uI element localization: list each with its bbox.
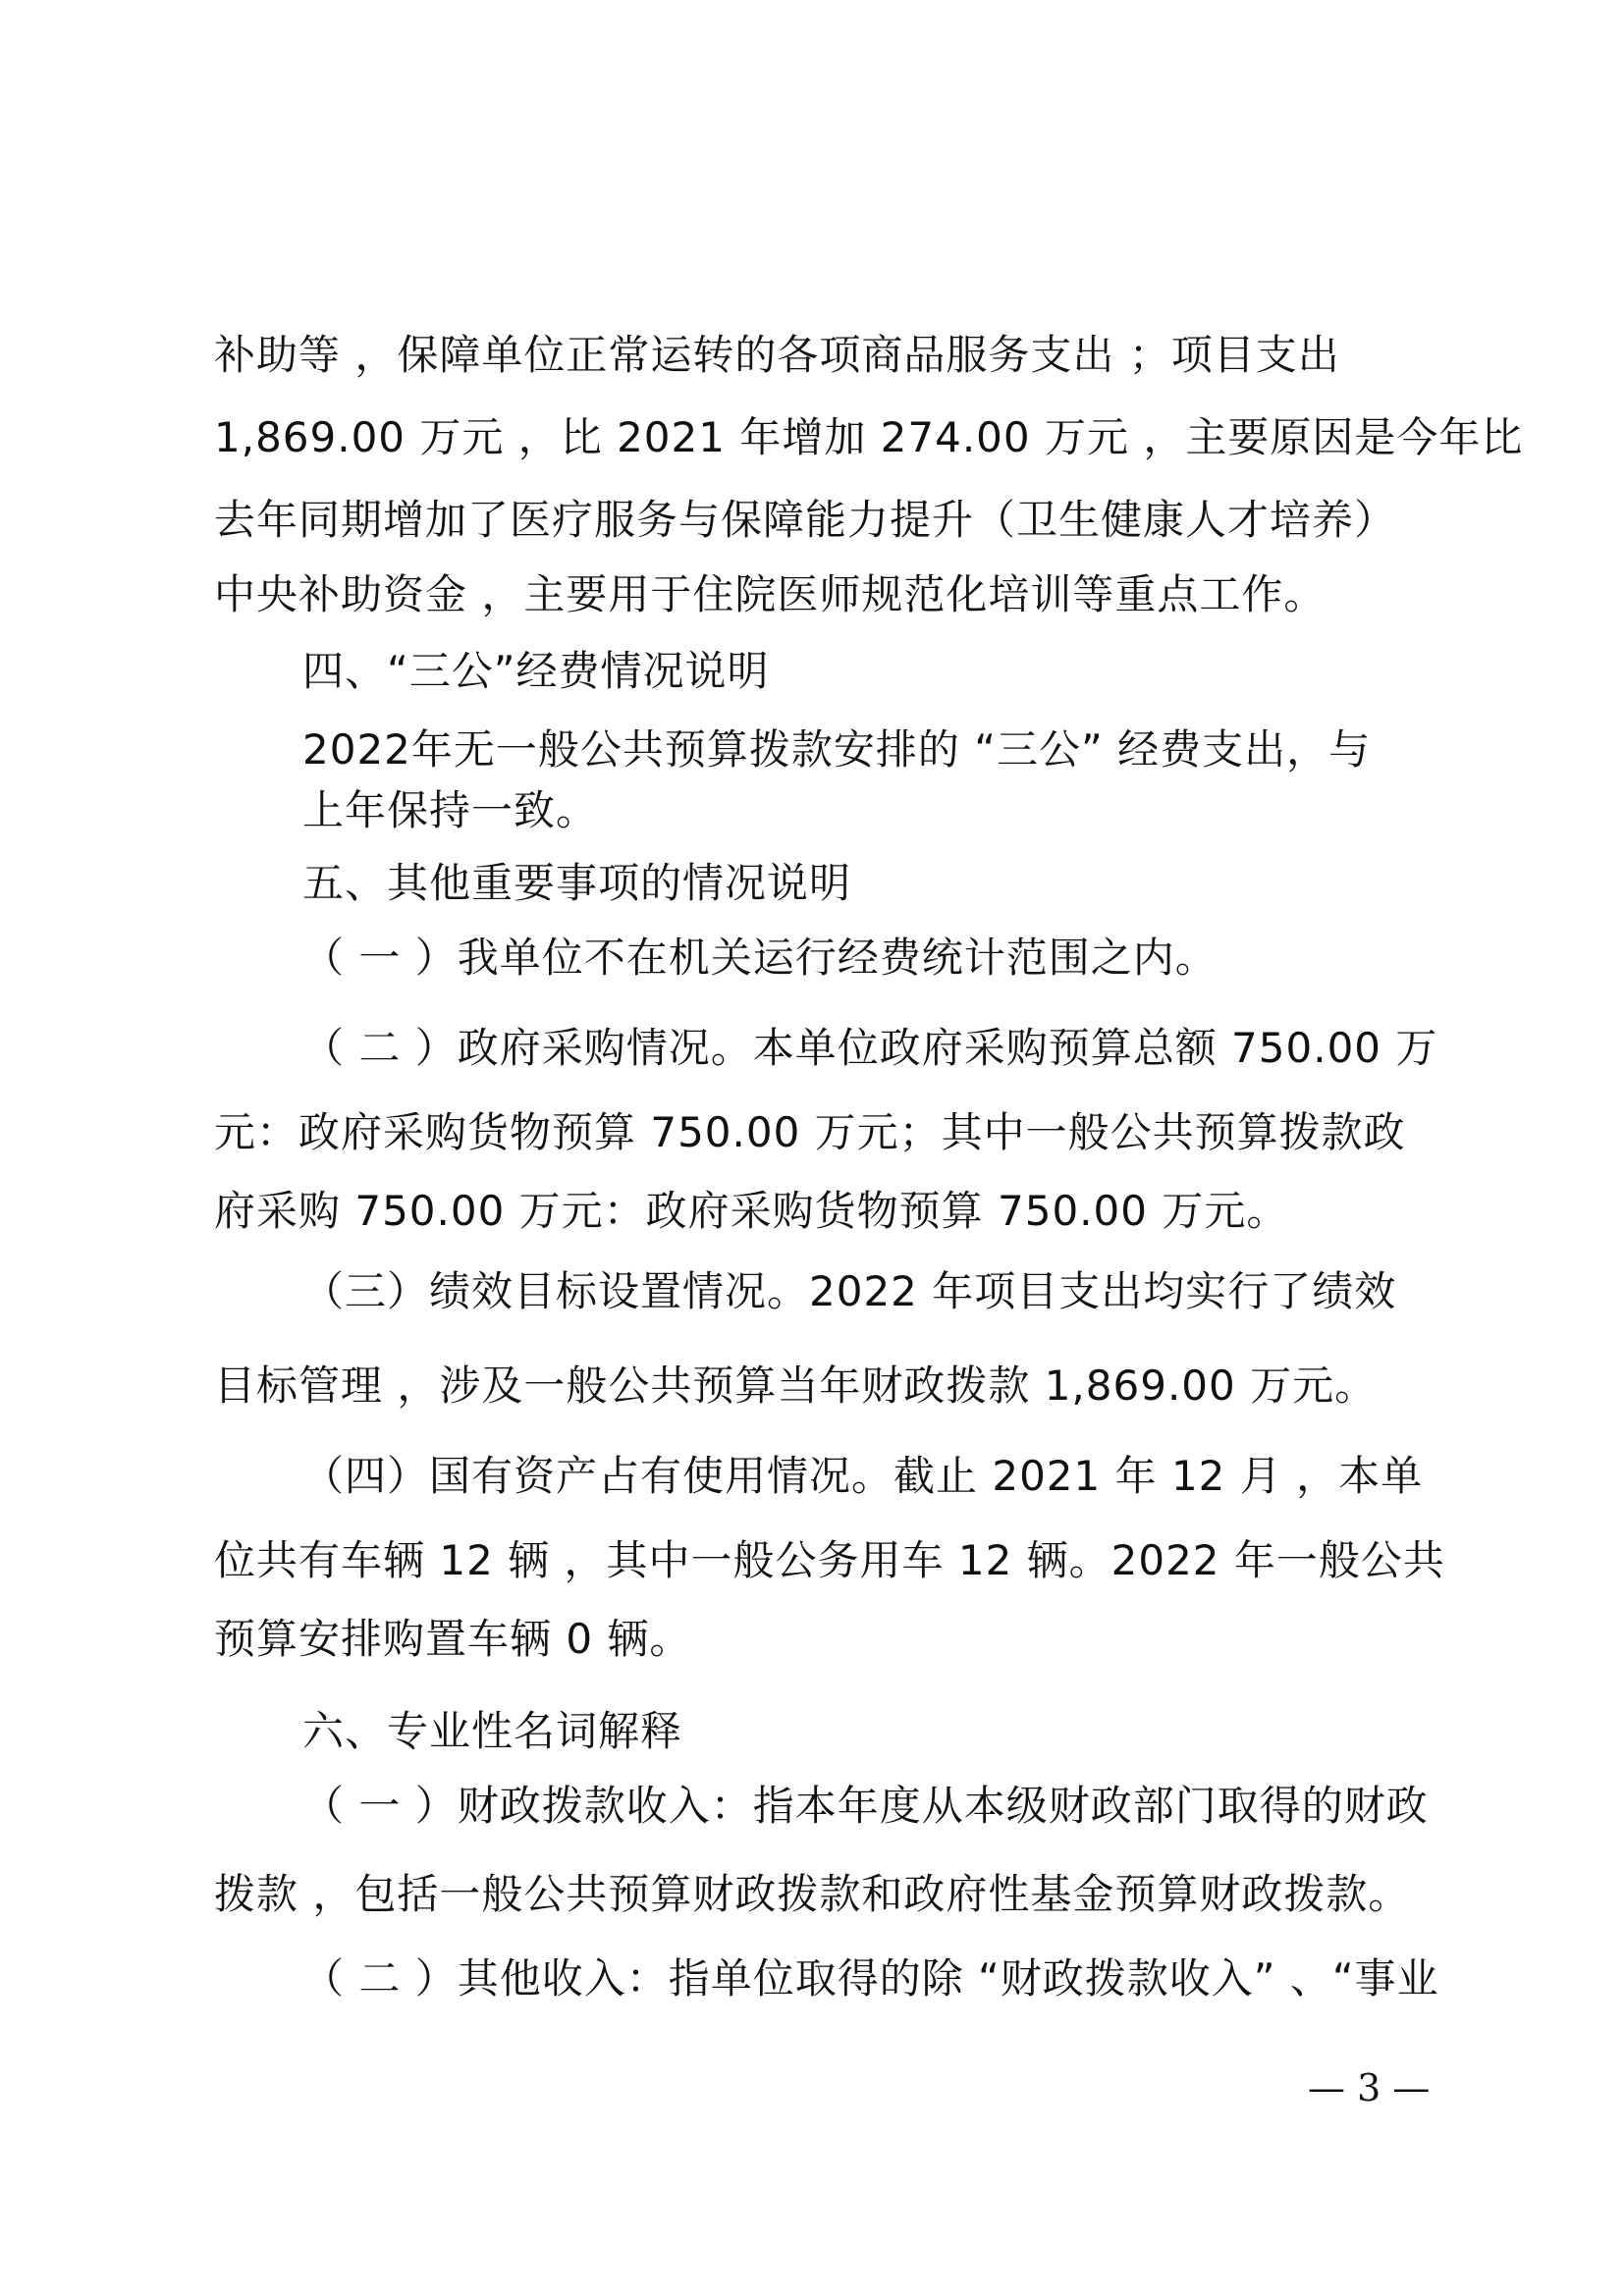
paragraph-line: 元：政府采购货物预算 750.00 万元；其中一般公共预算拨款政 (214, 1108, 1406, 1156)
section-heading-6: 六、专业性名词解释 (302, 1707, 683, 1755)
paragraph-line: 目标管理 ，涉及一般公共预算当年财政拨款 1,869.00 万元。 (214, 1362, 1378, 1410)
paragraph-line: 拨款 ，包括一般公共预算财政拨款和政府性基金预算财政拨款。 (214, 1870, 1411, 1918)
paragraph-line: 去年同期增加了医疗服务与保障能力提升（卫生健康人才培养） (214, 496, 1397, 544)
paragraph-line: 上年保持一致。 (302, 786, 599, 834)
page-number: — 3 — (1308, 2066, 1431, 2109)
paragraph-line: 2022年无一般公共预算拨款安排的 “三公” 经费支出，与 (302, 725, 1372, 774)
paragraph-line: （ 二 ）其他收入：指单位取得的除 “财政拨款收入” 、“事业 (302, 1954, 1439, 2002)
paragraph-line: 府采购 750.00 万元：政府采购货物预算 750.00 万元。 (214, 1187, 1289, 1235)
paragraph-line: 1,869.00 万元 ，比 2021 年增加 274.00 万元 ，主要原因是今年比 (214, 413, 1524, 461)
paragraph-line: （四）国有资产占有使用情况。截止 2021 年 12 月 ，本单 (302, 1452, 1424, 1500)
paragraph-line: 补助等 ，保障单位正常运转的各项商品服务支出 ；项目支出 (214, 331, 1340, 379)
paragraph-line: （ 一 ）财政拨款收入：指本年度从本级财政部门取得的财政 (302, 1782, 1429, 1830)
paragraph-line: （ 二 ）政府采购情况。本单位政府采购预算总额 750.00 万 (302, 1024, 1438, 1072)
paragraph-line: （三）绩效目标设置情况。2022 年项目支出均实行了绩效 (302, 1267, 1397, 1315)
paragraph-line: 预算安排购置车辆 0 辆。 (214, 1615, 692, 1663)
paragraph-line: （ 一 ）我单位不在机关运行经费统计范围之内。 (302, 934, 1218, 982)
section-heading-4: 四、“三公”经费情况说明 (302, 647, 770, 695)
section-heading-5: 五、其他重要事项的情况说明 (302, 859, 852, 907)
paragraph-line: 位共有车辆 12 辆 ，其中一般公务用车 12 辆。2022 年一般公共 (214, 1536, 1445, 1584)
paragraph-line: 中央补助资金 ，主要用于住院医师规范化培训等重点工作。 (214, 570, 1326, 618)
